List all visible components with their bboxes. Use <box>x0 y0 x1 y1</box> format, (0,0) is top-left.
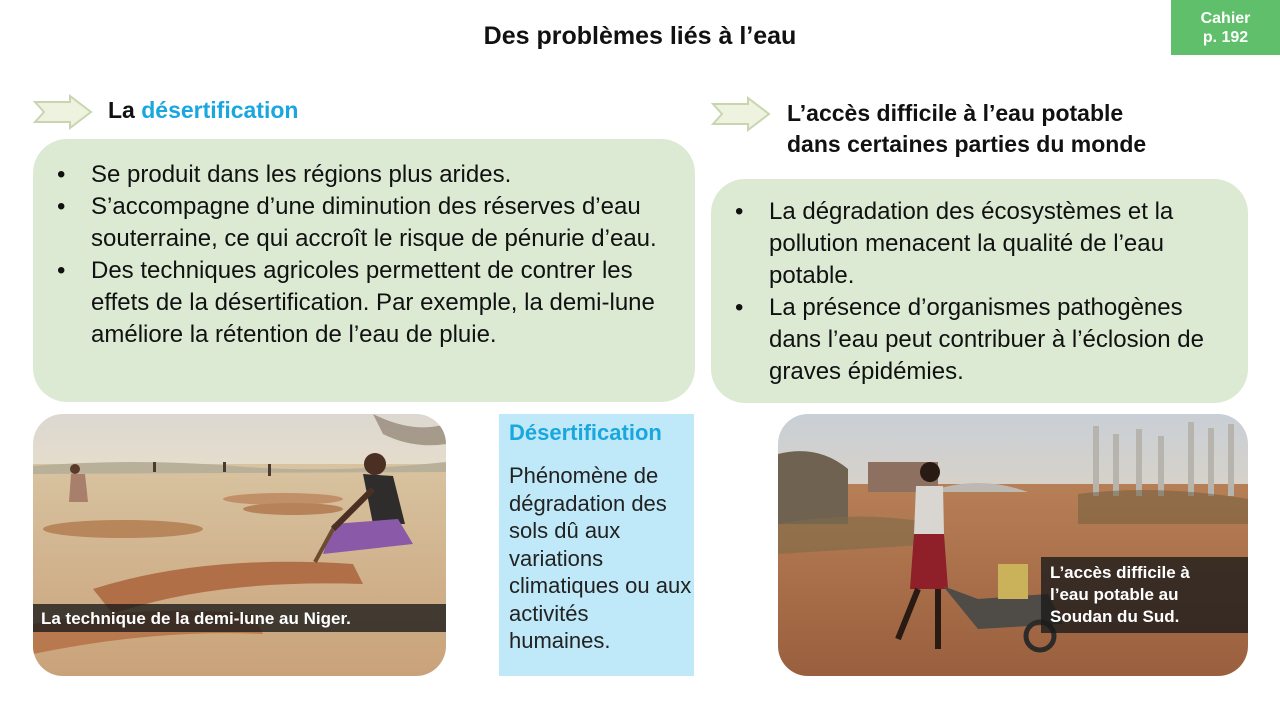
water-access-facts-box <box>711 179 1248 403</box>
caption-line: L’accès difficile à <box>1050 563 1190 582</box>
demi-lune-photo <box>33 414 446 676</box>
badge-line-1: Cahier <box>1200 9 1251 27</box>
list-item: • La présence d’organismes pathogènes dans l’eau peut contribuer à l’éclosion de graves épidémies. <box>711 292 1234 388</box>
arrow-icon <box>710 96 772 132</box>
arrow-icon <box>32 94 94 130</box>
heading-accent: désertification <box>141 97 299 123</box>
list-item: • La dégradation des écosystèmes et la pollution menacent la qualité de l’eau potable. <box>711 196 1234 292</box>
heading-line-2: dans certaines parties du monde <box>787 131 1147 157</box>
photo-caption-niger: La technique de la demi-lune au Niger. <box>33 604 446 632</box>
list-item: • Se produit dans les régions plus arides. <box>33 159 671 191</box>
definition-term: Désertification <box>509 420 662 445</box>
list-item: • Des techniques agricoles permettent de contrer les effets de la désertification. Par exemple, la demi-lune améliore la rétention de l’eau de pluie. <box>33 255 671 351</box>
heading-prefix: La <box>108 97 142 123</box>
water-access-bullet-list <box>711 196 1234 388</box>
definition-text: Phénomène de dégradation des sols dû aux variations climatiques ou aux activités humaines. <box>509 463 692 653</box>
south-sudan-photo <box>778 414 1248 676</box>
section-heading-water-access <box>787 98 1146 160</box>
section-heading-desertification <box>108 95 298 126</box>
desertification-bullet-list <box>33 159 671 351</box>
definition-box <box>499 414 694 676</box>
caption-line: Soudan du Sud. <box>1050 607 1180 626</box>
heading-line-1: L’accès difficile à l’eau potable <box>787 100 1124 126</box>
photo-caption-south-sudan <box>1041 557 1248 633</box>
page-title: Des problèmes liés à l’eau <box>483 22 797 50</box>
caption-line: l’eau potable au <box>1050 585 1179 604</box>
cahier-page-badge[interactable] <box>1171 0 1280 55</box>
list-item: • S’accompagne d’une diminution des réserves d’eau souterraine, ce qui accroît le risque de pénurie d’eau. <box>33 191 671 255</box>
desertification-facts-box <box>33 139 695 402</box>
badge-line-2: p. 192 <box>1202 28 1249 46</box>
